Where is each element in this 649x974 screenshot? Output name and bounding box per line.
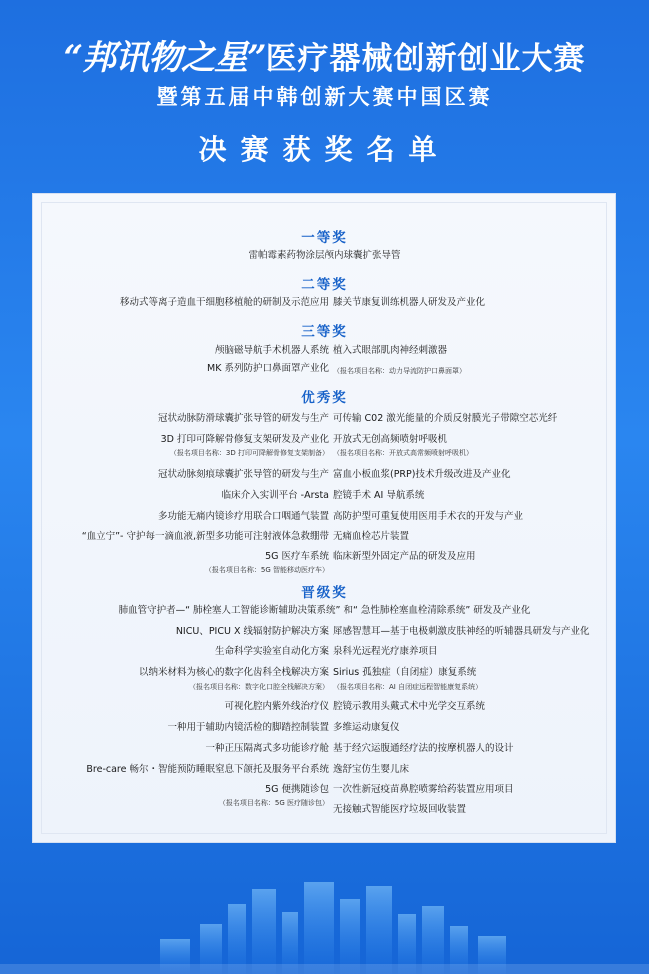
skyline-buildings: [160, 882, 506, 974]
award-item: 颅脑磁导航手术机器人系统: [214, 345, 329, 356]
award-item: 以纳米材料为核心的数字化齿科全栈解决方案: [138, 667, 329, 678]
competition-subtitle: 暨第五届中韩创新大赛中国区赛: [156, 85, 493, 109]
award-item: 生命科学实验室自动化方案: [214, 646, 329, 657]
award-item-note: （报名项目名称：5G 医疗随诊包）: [218, 799, 329, 807]
city-skyline-graphic: [0, 864, 649, 974]
award-item: 一种正压隔离式多功能诊疗舱: [205, 743, 329, 754]
award-item-note: （报名项目名称：开放式高常频喷射呼吸机）: [333, 449, 473, 457]
award-item: 5G 医疗车系统: [265, 551, 329, 562]
award-item: 移动式等离子造血干细胞移植舱的研制及示范应用: [119, 297, 329, 308]
award-item: 5G 便携随诊包: [265, 784, 329, 795]
brand-title: “邦讯物之星”: [63, 38, 266, 78]
award-item: 可视化腔内紫外线治疗仪: [224, 701, 329, 712]
section-title-third: 三等奖: [301, 324, 348, 340]
award-item: 植入式眼部肌肉神经刺激器: [333, 345, 448, 356]
award-item: 无接触式智能医疗垃圾回收装置: [333, 804, 467, 815]
section-title-first: 一等奖: [301, 230, 348, 246]
results-banner: 决赛获奖名单: [198, 133, 451, 166]
award-item: 临床新型外固定产品的研发及应用: [333, 551, 476, 562]
award-item: 腔镜手术 AI 导航系统: [333, 490, 425, 501]
award-item: 高防护型可重复使用医用手术衣的开发与产业: [333, 511, 524, 522]
award-item: 肺血管守护者—“ 肺栓塞人工智能诊断辅助决策系统” 和“ 急性肺栓塞血栓清除系统” 研发及产业化: [118, 605, 531, 616]
award-item: 多功能无痛内镜诊疗用联合口咽通气装置: [157, 511, 329, 522]
award-item: 一种用于辅助内镜活检的脚踏控制装置: [167, 722, 329, 733]
award-item: MK 系列防护口鼻面罩产业化: [207, 363, 329, 374]
award-item: 多维运动康复仪: [333, 722, 400, 733]
section-title-second: 二等奖: [301, 277, 348, 293]
award-item-note: （报名项目名称：3D 打印可降解骨修复支架制备）: [169, 449, 329, 457]
award-item: Sirius 孤独症（自闭症）康复系统: [333, 667, 477, 678]
award-item: 逸舒宝仿生婴儿床: [333, 764, 410, 775]
section-title-excellent: 优秀奖: [301, 390, 348, 406]
award-item: 膝关节康复训练机器人研发及产业化: [333, 297, 486, 308]
award-item: 基于经穴运腹通经疗法的按摩机器人的设计: [333, 743, 514, 754]
award-item: Bre-care 畅尔・智能预防睡眠窒息下颌托及服务平台系统: [86, 764, 329, 775]
award-item: 冠状动脉刻痕球囊扩张导管的研发与生产: [157, 469, 329, 480]
award-item: 冠状动脉防滑球囊扩张导管的研发与生产: [157, 413, 329, 424]
award-item: 一次性新冠疫苗鼻腔喷雾给药装置应用项目: [333, 784, 514, 795]
header: [0, 30, 649, 111]
award-item-note: （报名项目名称：AI 自闭症远程智能康复系统）: [333, 683, 483, 691]
award-item: 富血小板血浆(PRP)技术升级改进及产业化: [333, 469, 511, 480]
award-item: 腔镜示教用头戴式术中光学交互系统: [333, 701, 486, 712]
award-item: 雷帕霉素药物涂层颅内球囊扩张导管: [248, 250, 401, 261]
award-item-note: （报名项目名称：5G 智能移动医疗车）: [204, 566, 329, 574]
award-item: 3D 打印可降解骨修复支架研发及产业化: [160, 434, 329, 445]
award-item: NICU、PICU X 线辐射防护解决方案: [175, 626, 329, 637]
award-item: 可传输 C02 激光能量的介质反射膜光子带隙空芯光纤: [333, 413, 558, 424]
competition-title: 医疗器械创新创业大赛: [265, 41, 586, 77]
award-item: “血立宁”- 守护每一滴血液,新型多功能可注射液体急救绷带: [81, 531, 329, 542]
section-title-promotion: 晋级奖: [301, 585, 348, 601]
award-item: 临床介入实训平台 -Arsta: [221, 490, 329, 501]
award-item: 开放式无创高频喷射呼吸机: [333, 434, 448, 445]
award-item: 泉科光远程光疗康养项目: [333, 646, 438, 657]
award-item: 无痛血检芯片装置: [333, 531, 410, 542]
award-item-note: （报名项目名称：数字化口腔全栈解决方案）: [189, 683, 329, 691]
award-item-note: （报名项目名称：动力导流防护口鼻面罩）: [333, 367, 466, 375]
award-item: 犀感智慧耳—基于电极刺激皮肤神经的听辅器具研发与产业化: [333, 626, 590, 637]
title-row: [0, 30, 649, 79]
